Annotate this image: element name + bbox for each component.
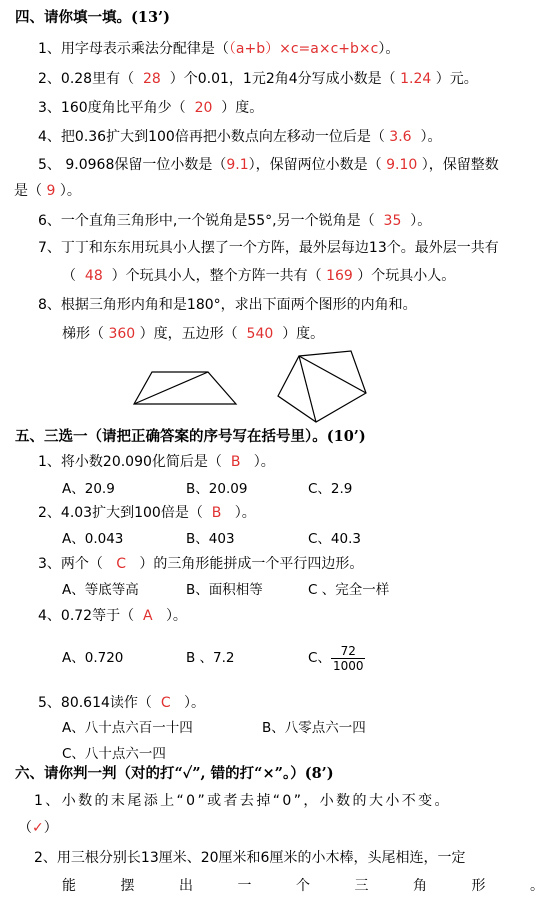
answer: A [143,608,153,624]
q6-1-cont: （✓） [18,820,58,836]
trapezoid-figure [130,368,240,408]
section-4-title: 四、请你填一填。(13’) [15,9,170,26]
q4-8-cont: 梯形（ 360 ）度，五边形（ 540 ）度。 [62,326,325,342]
answer: 35 [383,213,402,229]
q5-3-opt-c: C 、完全一样 [308,582,390,598]
q5-1-opt-b: B、20.09 [186,481,248,497]
q5-1-opt-c: C、2.9 [308,481,353,497]
q5-2-opt-c: C、40.3 [308,531,361,547]
q4-6: 6、一个直角三角形中,一个锐角是55°,另一个锐角是（ 35 ）。 [38,213,432,229]
q4-5-cont: 是（ 9 ）。 [14,183,81,199]
pentagon-figure [272,346,372,426]
answer: 169 [326,268,353,284]
q4-7-cont: （ 48 ）个玩具小人，整个方阵一共有（ 169 ）个玩具小人。 [62,268,456,284]
answer: 28 [143,71,161,87]
fraction: $\frac{72}{1000}$ [332,643,364,673]
q5-1: 1、将小数20.090化简后是（ B ）。 [38,454,275,470]
q5-5-opt-c: C、八十点六一四 [62,746,166,762]
q5-3-opt-a: A、等底等高 [62,582,139,598]
section-5-title: 五、三选一（请把正确答案的序号写在括号里）。(10’) [15,428,366,445]
q5-4: 4、0.72等于（ A ）。 [38,608,187,624]
answer: （a+b）×c=a×c+b×c [228,41,379,57]
answer: C [116,556,127,572]
q5-4-opt-c: C、 $\frac{72}{1000}$ [308,643,364,673]
answer: B [211,505,222,521]
q5-4-opt-b: B 、7.2 [186,650,235,666]
answer: 360 [108,326,136,342]
answer: 20 [194,100,213,116]
answer: 9.10 [386,157,418,173]
q6-2: 2、用三根分别长13厘米、20厘米和6厘米的小木棒，头尾相连，一定 [34,850,466,866]
answer: 540 [246,326,274,342]
answer: C [160,695,171,711]
q4-4: 4、把0.36扩大到100倍再把小数点向左移动一位后是（ 3.6 ）。 [38,129,442,145]
answer: 3.6 [389,129,412,145]
q5-2-opt-a: A、0.043 [62,531,124,547]
q4-2: 2、0.28里有（ 28 ）个0.01，1元2角4分写成小数是（ 1.24 ）元。 [38,71,478,87]
answer: ✓ [32,820,44,836]
answer: 9 [46,183,56,199]
q5-2-opt-b: B、403 [186,531,235,547]
q5-5: 5、80.614读作（ C ）。 [38,695,205,711]
q5-5-opt-b: B、八零点六一四 [262,720,366,736]
answer: B [230,454,241,470]
q4-8: 8、根据三角形内角和是180°，求出下面两个图形的内角和。 [38,297,417,313]
q5-3: 3、两个（ C ）的三角形能拼成一个平行四边形。 [38,556,364,572]
section-6-title: 六、请你判一判（对的打“✓”, 错的打“×”。）(8’) [15,765,334,782]
q5-4-opt-a: A、0.720 [62,650,124,666]
q5-3-opt-b: B、面积相等 [186,582,263,598]
q4-1: 1、用字母表示乘法分配律是（（a+b）×c=a×c+b×c）。 [38,41,400,57]
q4-7: 7、丁丁和东东用玩具小人摆了一个方阵，最外层每边13个。最外层一共有 [38,240,499,256]
q4-5: 5、 9.0968保留一位小数是（9.1），保留两位小数是（ 9.10 ），保留整数 [38,157,499,173]
answer: 48 [84,268,103,284]
answer: 9.1 [226,157,249,173]
answer: 1.24 [400,71,432,87]
q5-2: 2、4.03扩大到100倍是（ B ）。 [38,505,256,521]
q6-2-cont: 能 摆 出 一 个 三 角 形 。 [62,878,544,894]
q6-1: 1、小数的末尾添上“0”或者去掉“0”，小数的大小不变。 [34,793,451,809]
q5-1-opt-a: A、20.9 [62,481,115,497]
q4-3: 3、160度角比平角少（ 20 ）度。 [38,100,264,116]
q5-5-opt-a: A、八十点六百一十四 [62,720,193,736]
